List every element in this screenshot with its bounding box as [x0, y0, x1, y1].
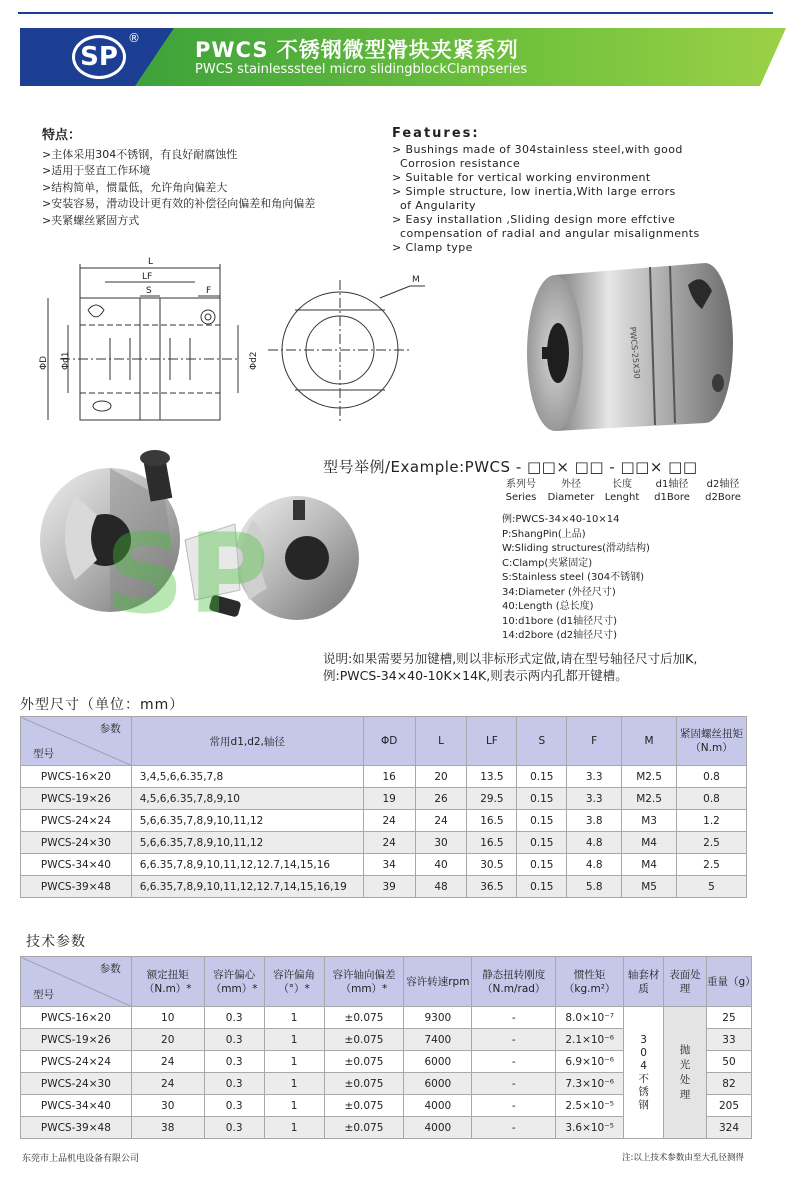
tech-header-row [21, 957, 752, 1007]
corner-top-label: 参数 [99, 723, 121, 735]
surface-text: 抛光处理 [679, 1043, 691, 1101]
example-col [698, 478, 748, 504]
table-cell: 0.3 [204, 1073, 264, 1095]
table-cell: 40 [415, 854, 467, 876]
surface-cell [664, 1007, 707, 1139]
col-header: 容许轴向偏差（mm）* [324, 957, 404, 1007]
table-cell: - [472, 1051, 556, 1073]
table-cell: 10 [131, 1007, 204, 1029]
table-cell: ±0.075 [324, 1007, 404, 1029]
col-header: 常用d1,d2,轴径 [131, 717, 363, 766]
page-title-cn: PWCS 不锈钢微型滑块夹紧系列 [195, 38, 519, 62]
example-col-cn: 系列号 [506, 479, 536, 490]
tech-section-title: 技术参数 [26, 934, 86, 950]
col-header: 额定扭矩（N.m）* [131, 957, 204, 1007]
table-cell: 24 [131, 1051, 204, 1073]
table-cell: 1.2 [677, 810, 747, 832]
table-cell: 7400 [404, 1029, 472, 1051]
weight-cell: 205 [706, 1095, 751, 1117]
example-col-cn: d1轴径 [655, 479, 689, 490]
table-cell: 0.3 [204, 1007, 264, 1029]
table-cell: 3.3 [567, 766, 622, 788]
example-line: S:Stainless steel (304不锈钢) [502, 572, 645, 583]
features-en-item: > Clamp type [392, 241, 473, 254]
model-cell: PWCS-19×26 [21, 788, 132, 810]
example-col [648, 478, 696, 504]
dim-lf-label: LF [142, 272, 153, 282]
features-en-item: > Simple structure, low inertia,With large errors [392, 185, 676, 198]
col-header: 表面处理 [664, 957, 707, 1007]
table-cell: - [472, 1073, 556, 1095]
table-cell: 20 [415, 766, 467, 788]
table-cell: 6000 [404, 1073, 472, 1095]
bore-sizes-cell: 6,6.35,7,8,9,10,11,12,12.7,14,15,16,19 [131, 876, 363, 898]
example-line: 14:d2bore (d2轴径尺寸) [502, 630, 618, 641]
weight-cell: 33 [706, 1029, 751, 1051]
table-cell: 19 [363, 788, 415, 810]
keyway-note [323, 650, 697, 684]
table-row [21, 876, 747, 898]
col-header: M [622, 717, 677, 766]
material-text: 304不锈钢 [638, 1033, 649, 1111]
table-cell: 0.15 [517, 876, 567, 898]
bore-sizes-cell: 5,6,6.35,7,8,9,10,11,12 [131, 832, 363, 854]
example-line: P:ShangPin(上品) [502, 528, 586, 540]
table-cell: 4000 [404, 1117, 472, 1139]
model-cell: PWCS-24×24 [21, 1051, 132, 1073]
table-cell: 0.15 [517, 810, 567, 832]
example-col-en: Lenght [604, 492, 640, 503]
table-cell: 48 [415, 876, 467, 898]
technical-drawing [30, 250, 470, 430]
table-cell: 26 [415, 788, 467, 810]
table-cell: 0.3 [204, 1029, 264, 1051]
table-cell: - [472, 1007, 556, 1029]
registered-mark: ® [128, 31, 140, 45]
dim-l-label: L [148, 257, 154, 267]
table-cell: 13.5 [467, 766, 517, 788]
example-col-en: d2Bore [705, 492, 741, 503]
keyway-note-line: 例:PWCS-34×40-10K×14K,则表示两内孔都开键槽。 [323, 668, 628, 683]
example-line: W:Sliding structures(滑动结构) [502, 543, 650, 554]
table-cell: 3.8 [567, 810, 622, 832]
table-cell: 0.15 [517, 832, 567, 854]
table-cell: 1 [264, 1117, 324, 1139]
dim-s-label: S [146, 286, 152, 296]
table-cell: 2.5 [677, 832, 747, 854]
dim-f-label: F [206, 286, 212, 296]
features-en-item: > Bushings made of 304stainless steel,with good [392, 143, 683, 156]
sp-watermark: SP [105, 510, 273, 638]
table-cell: 6.9×10⁻⁶ [556, 1051, 624, 1073]
table-cell: 3.3 [567, 788, 622, 810]
example-line: 34:Diameter (外径尺寸) [502, 586, 616, 598]
features-cn-item: >夹紧螺丝紧固方式 [42, 213, 140, 227]
table-row [21, 810, 747, 832]
table-cell: 4.8 [567, 832, 622, 854]
weight-cell: 82 [706, 1073, 751, 1095]
table-cell: 24 [363, 810, 415, 832]
model-cell: PWCS-16×20 [21, 766, 132, 788]
bore-sizes-cell: 6,6.35,7,8,9,10,11,12,12.7,14,15,16 [131, 854, 363, 876]
table-cell: 34 [363, 854, 415, 876]
col-header: 容许偏心（mm）* [204, 957, 264, 1007]
table-cell: 16.5 [467, 810, 517, 832]
table-cell: - [472, 1117, 556, 1139]
material-cell [624, 1007, 664, 1139]
table-cell: 4000 [404, 1095, 472, 1117]
table-cell: 38 [131, 1117, 204, 1139]
table-cell: 5.8 [567, 876, 622, 898]
example-line: 例:PWCS-34×40-10×14 [502, 514, 620, 525]
bore-sizes-cell: 3,4,5,6,6.35,7,8 [131, 766, 363, 788]
table-cell: 1 [264, 1073, 324, 1095]
features-cn-item: >安装容易，滑动设计更有效的补偿径向偏差和角向偏差 [42, 197, 316, 210]
page-title-en: PWCS stainlesssteel micro slidingblockClampseries [195, 62, 528, 77]
dims-corner-cell [21, 717, 132, 766]
table-cell: 0.3 [204, 1095, 264, 1117]
table-row [21, 1007, 752, 1029]
weight-cell: 25 [706, 1007, 751, 1029]
col-header: 容许偏角（°）* [264, 957, 324, 1007]
table-cell: - [472, 1029, 556, 1051]
table-cell: M4 [622, 832, 677, 854]
example-col-en: d1Bore [654, 492, 690, 503]
table-cell: - [472, 1095, 556, 1117]
header-rule [18, 12, 773, 14]
table-cell: 0.15 [517, 766, 567, 788]
dim-od2-label: Φd2 [249, 351, 259, 370]
table-cell: 29.5 [467, 788, 517, 810]
table-row [21, 832, 747, 854]
dim-od-label: ΦD [39, 355, 49, 370]
model-cell: PWCS-16×20 [21, 1007, 132, 1029]
table-cell: ±0.075 [324, 1095, 404, 1117]
table-row [21, 854, 747, 876]
dim-m-label: M [412, 275, 420, 285]
weight-cell: 324 [706, 1117, 751, 1139]
col-header: 重量（g） [706, 957, 751, 1007]
table-cell: 2.1×10⁻⁶ [556, 1029, 624, 1051]
example-col-en: Series [505, 492, 537, 503]
table-cell: 36.5 [467, 876, 517, 898]
model-cell: PWCS-39×48 [21, 1117, 132, 1139]
features-en-item: compensation of radial and angular misalignments [400, 227, 700, 240]
table-cell: 4.8 [567, 854, 622, 876]
bore-sizes-cell: 5,6,6.35,7,8,9,10,11,12 [131, 810, 363, 832]
example-line: 40:Length (总长度) [502, 601, 594, 612]
model-cell: PWCS-34×40 [21, 1095, 132, 1117]
features-cn-title: 特点： [42, 128, 82, 143]
col-header: 容许转速rpm [404, 957, 472, 1007]
dims-header-row [21, 717, 747, 766]
col-header: 惯性矩（kg.m²） [556, 957, 624, 1007]
table-cell: 1 [264, 1007, 324, 1029]
table-cell: 24 [131, 1073, 204, 1095]
table-cell: 2.5×10⁻⁵ [556, 1095, 624, 1117]
table-cell: 9300 [404, 1007, 472, 1029]
features-en-title: Features: [392, 126, 480, 141]
weight-cell: 50 [706, 1051, 751, 1073]
features-cn-item: >结构简单，惯量低，允许角向偏差大 [42, 180, 228, 194]
col-header: F [567, 717, 622, 766]
table-cell: M3 [622, 810, 677, 832]
table-cell: 6000 [404, 1051, 472, 1073]
table-cell: 20 [131, 1029, 204, 1051]
col-header: 轴套材质 [624, 957, 664, 1007]
model-cell: PWCS-24×24 [21, 810, 132, 832]
bore-sizes-cell: 4,5,6,6.35,7,8,9,10 [131, 788, 363, 810]
table-cell: 0.15 [517, 788, 567, 810]
table-cell: ±0.075 [324, 1073, 404, 1095]
title-banner [20, 28, 786, 86]
features-en-item: > Easy installation ,Sliding design more effctive [392, 213, 676, 226]
example-col-en: Diameter [547, 492, 595, 503]
col-header: 紧固螺丝扭矩（N.m） [677, 717, 747, 766]
table-cell: 3.6×10⁻⁵ [556, 1117, 624, 1139]
table-cell: 0.8 [677, 788, 747, 810]
table-cell: 8.0×10⁻⁷ [556, 1007, 624, 1029]
col-header: 静态扭转刚度（N.m/rad） [472, 957, 556, 1007]
col-header: LF [467, 717, 517, 766]
model-cell: PWCS-34×40 [21, 854, 132, 876]
table-cell: 1 [264, 1029, 324, 1051]
corner-bottom-label: 型号 [33, 748, 54, 760]
table-cell: 2.5 [677, 854, 747, 876]
corner-top-label: 参数 [99, 963, 121, 975]
table-cell: ±0.075 [324, 1051, 404, 1073]
table-cell: 16.5 [467, 832, 517, 854]
table-cell: 1 [264, 1051, 324, 1073]
footer-note: 注:以上技术参数由至大孔径测得 [622, 1153, 744, 1163]
col-header: S [517, 717, 567, 766]
keyway-note-line: 说明:如果需要另加键槽,则以非标形式定做,请在型号轴径尺寸后加K, [323, 651, 698, 666]
sp-logo-icon: SP [72, 35, 126, 79]
table-cell: 30 [131, 1095, 204, 1117]
table-row [21, 766, 747, 788]
model-cell: PWCS-19×26 [21, 1029, 132, 1051]
table-cell: M4 [622, 854, 677, 876]
table-cell: 16 [363, 766, 415, 788]
table-cell: 24 [363, 832, 415, 854]
example-title: 型号举例/Example:PWCS - □□× □□ - □□× □□ [323, 458, 698, 476]
model-cell: PWCS-24×30 [21, 1073, 132, 1095]
col-header: ΦD [363, 717, 415, 766]
tech-table [20, 956, 756, 1139]
dims-table [20, 716, 747, 898]
example-line: 10:d1bore (d1轴径尺寸) [502, 615, 618, 627]
features-en-item: > Suitable for vertical working environment [392, 171, 651, 184]
table-cell: 1 [264, 1095, 324, 1117]
features-cn-item: >主体采用304不锈钢，有良好耐腐蚀性 [42, 147, 238, 161]
features-cn [42, 128, 372, 229]
table-cell: 24 [415, 810, 467, 832]
features-en-item: Corrosion resistance [400, 157, 521, 170]
table-cell: M2.5 [622, 766, 677, 788]
dim-od1-label: Φd1 [61, 351, 71, 370]
table-cell: 0.3 [204, 1117, 264, 1139]
features-cn-item: >适用于竖直工作环境 [42, 164, 151, 177]
table-cell: M2.5 [622, 788, 677, 810]
example-col [500, 478, 542, 504]
col-header: L [415, 717, 467, 766]
example-line: C:Clamp(夹紧固定) [502, 557, 593, 569]
table-cell: 0.15 [517, 854, 567, 876]
table-cell: 0.3 [204, 1051, 264, 1073]
table-cell: 30.5 [467, 854, 517, 876]
example-col [600, 478, 644, 504]
corner-bottom-label: 型号 [33, 989, 54, 1001]
example-col [544, 478, 598, 504]
table-cell: 39 [363, 876, 415, 898]
table-cell: 30 [415, 832, 467, 854]
example-col-cn: 长度 [612, 479, 632, 490]
table-cell: ±0.075 [324, 1117, 404, 1139]
product-marking: PWCS-25X30 [628, 326, 642, 380]
tech-corner-cell [21, 957, 132, 1007]
example-explanation [502, 513, 650, 644]
table-row [21, 788, 747, 810]
table-cell: 5 [677, 876, 747, 898]
features-en [392, 127, 772, 255]
product-photo-coupling [520, 255, 750, 435]
model-cell: PWCS-24×30 [21, 832, 132, 854]
table-cell: M5 [622, 876, 677, 898]
features-en-item: of Angularity [400, 199, 476, 212]
example-col-cn: 外径 [561, 479, 581, 490]
model-cell: PWCS-39×48 [21, 876, 132, 898]
table-cell: ±0.075 [324, 1029, 404, 1051]
table-cell: 0.8 [677, 766, 747, 788]
dims-section-title: 外型尺寸（单位：mm） [20, 697, 185, 713]
example-col-cn: d2轴径 [706, 479, 740, 490]
company-name: 东莞市上品机电设备有限公司 [22, 1154, 140, 1164]
table-cell: 7.3×10⁻⁶ [556, 1073, 624, 1095]
